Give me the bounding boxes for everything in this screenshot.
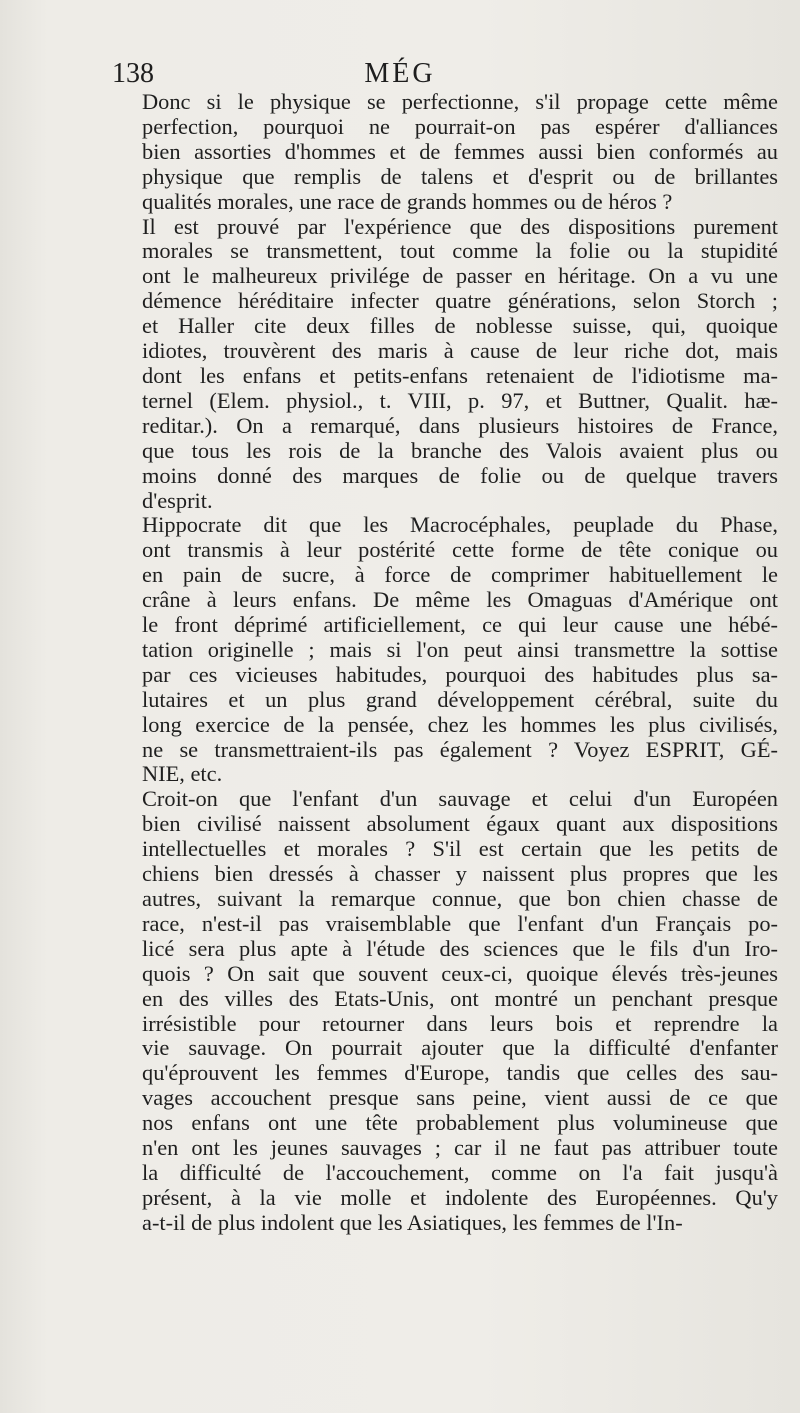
text-line: ont le malheureux privilége de passer en héritage. On a vu une [142,264,778,289]
text-line: tation originelle ; mais si l'on peut ainsi transmettre la sottise [142,637,778,662]
text-line: ont transmis à leur postérité cette forme de tête conique ou [142,538,778,563]
text-line: perfection, pourquoi ne pourrait-on pas espérer d'alliances [142,114,778,139]
text-line: intellectuelles et morales ? S'il est certain que les petits de [142,837,778,862]
text-line: crâne à leurs enfans. De même les Omaguas d'Amérique ont [142,588,778,613]
text-line: dont les enfans et petits-enfans retenaient de l'idiotisme ma- [142,363,778,388]
text-line: irrésistible pour retourner dans leurs bois et reprendre la [142,1011,778,1036]
text-line: qualités morales, une race de grands hommes ou de héros ? [142,189,673,214]
paragraph [114,215,778,514]
text-line: ne se transmettraient-ils pas également ? Voyez ESPRIT, GÉ- [142,737,778,762]
text-line: d'esprit. [142,488,213,513]
text-line: par ces vicieuses habitudes, pourquoi des habitudes plus sa- [142,662,778,687]
text-line: lutaires et un plus grand développement cérébral, suite du [142,687,778,712]
text-line: que tous les rois de la branche des Valois avaient plus ou [142,438,778,463]
text-line: vie sauvage. On pourrait ajouter que la difficulté d'enfanter [142,1036,778,1061]
text-line: nos enfans ont une tête probablement plus volumineuse que [142,1111,778,1136]
text-line: bien assorties d'hommes et de femmes aussi bien conformés au [142,139,778,164]
text-line: Croit-on que l'enfant d'un sauvage et celui d'un Européen [142,787,778,812]
text-line: moins donné des marques de folie ou de quelque travers [142,463,778,488]
text-line: race, n'est-il pas vraisemblable que l'enfant d'un Français po- [142,911,778,936]
text-line: vages accouchent presque sans peine, vient aussi de ce que [142,1086,778,1111]
text-line: en pain de sucre, à force de comprimer habituellement le [142,563,778,588]
text-line: n'en ont les jeunes sauvages ; car il ne faut pas attribuer toute [142,1136,778,1161]
body-text [114,90,778,1236]
text-line: bien civilisé naissent absolument égaux quant aux dispositions [142,812,778,837]
text-line: licé sera plus apte à l'étude des sciences que le fils d'un Iro- [142,936,778,961]
text-line: autres, suivant la remarque connue, que bon chien chasse de [142,887,778,911]
text-line: et Haller cite deux filles de noblesse suisse, qui, quoique [142,314,778,339]
text-line: morales se transmettent, tout comme la folie ou la stupidité [142,239,778,264]
text-line: Hippocrate dit que les Macrocéphales, peuplade du Phase, [142,513,778,538]
page-header [0,58,800,94]
text-line: présent, à la vie molle et indolente des Européennes. Qu'y [142,1185,778,1210]
text-line: qu'éprouvent les femmes d'Europe, tandis que celles des sau- [142,1061,778,1086]
paragraph [114,90,778,215]
paragraph [114,787,778,1235]
text-line: démence héréditaire infecter quatre générations, selon Storch ; [142,289,778,314]
page-number: 138 [112,58,154,89]
text-line: long exercice de la pensée, chez les hommes les plus civilisés, [142,712,778,737]
text-line: chiens bien dressés à chasser y naissent plus propres que les [142,862,778,887]
text-line: a-t-il de plus indolent que les Asiatiques, les femmes de l'In- [142,1210,683,1235]
text-line: Il est prouvé par l'expérience que des dispositions purement [142,214,778,239]
text-line: quois ? On sait que souvent ceux-ci, quoique élevés très-jeunes [142,961,778,986]
running-head: MÉG [364,58,436,89]
text-line: en des villes des Etats-Unis, ont montré un penchant presque [142,986,778,1011]
text-line: la difficulté de l'accouchement, comme on l'a fait jusqu'à [142,1160,778,1185]
text-line: Donc si le physique se perfectionne, s'il propage cette même [142,90,778,114]
paragraph [114,513,778,787]
text-line: le front déprimé artificiellement, ce qui leur cause une hébé- [142,613,778,638]
text-line: physique que remplis de talens et d'esprit ou de brillantes [142,164,778,189]
text-line: idiotes, trouvèrent des maris à cause de leur riche dot, mais [142,339,778,364]
text-line: NIE, etc. [142,762,223,787]
text-line: reditar.). On a remarqué, dans plusieurs histoires de France, [142,413,778,438]
text-line: ternel (Elem. physiol., t. VIII, p. 97, et Buttner, Qualit. hæ- [142,388,778,413]
